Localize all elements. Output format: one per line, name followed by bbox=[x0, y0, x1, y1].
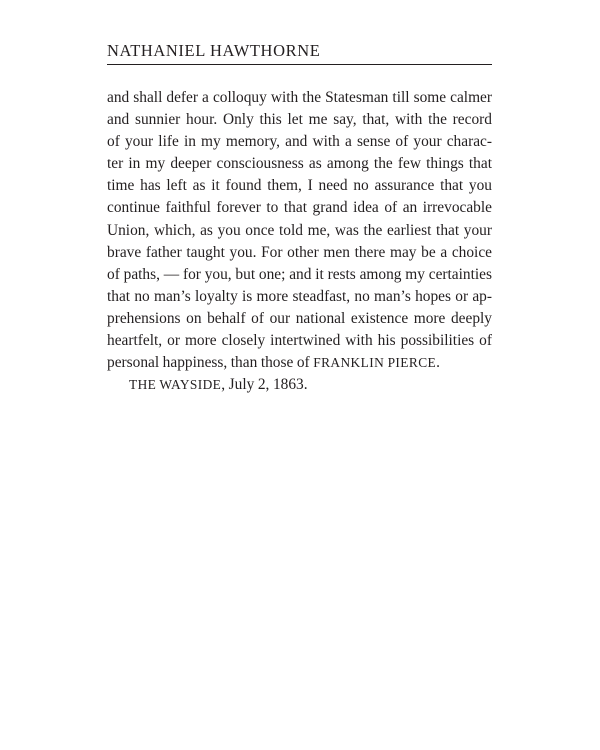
body-line: that no man’s loyalty is more steadfast, no man’s hopes or ap- bbox=[107, 287, 492, 305]
running-head-rule bbox=[107, 64, 492, 65]
body-line: and shall defer a colloquy with the Statesman till some calmer bbox=[107, 89, 492, 106]
body-line: prehensions on behalf of our national existence more deeply bbox=[107, 309, 492, 327]
body-text bbox=[107, 87, 492, 396]
body-line: continue faithful forever to that grand idea of an irrevocable bbox=[107, 199, 492, 217]
closing-line bbox=[107, 352, 492, 374]
dateline-place: THE WAYSIDE bbox=[129, 377, 222, 393]
body-line: of your life in my memory, and with a sense of your charac- bbox=[107, 133, 492, 151]
signature-name: FRANKLIN PIERCE bbox=[313, 355, 437, 371]
body-line: time has left as it found them, I need no assurance that you bbox=[107, 177, 492, 195]
body-line: of paths, — for you, but one; and it rests among my certainties bbox=[107, 265, 492, 283]
dateline-date: , July 2, 1863. bbox=[221, 376, 308, 394]
body-line: Union, which, as you once told me, was the earliest that your bbox=[107, 221, 492, 239]
running-head bbox=[107, 41, 492, 71]
body-line: heartfelt, or more closely intertwined with his possibilities of bbox=[107, 332, 492, 350]
closing-period: . bbox=[436, 354, 440, 372]
running-head-title: NATHANIEL HAWTHORNE bbox=[107, 41, 321, 60]
body-line: and sunnier hour. Only this let me say, that, with the record bbox=[107, 111, 492, 129]
closing-line-text: personal happiness, than those of bbox=[107, 354, 314, 372]
body-line: ter in my deeper consciousness as among the few things that bbox=[107, 155, 492, 173]
dateline bbox=[107, 374, 492, 396]
body-line: brave father taught you. For other men there may be a choice bbox=[107, 243, 492, 261]
